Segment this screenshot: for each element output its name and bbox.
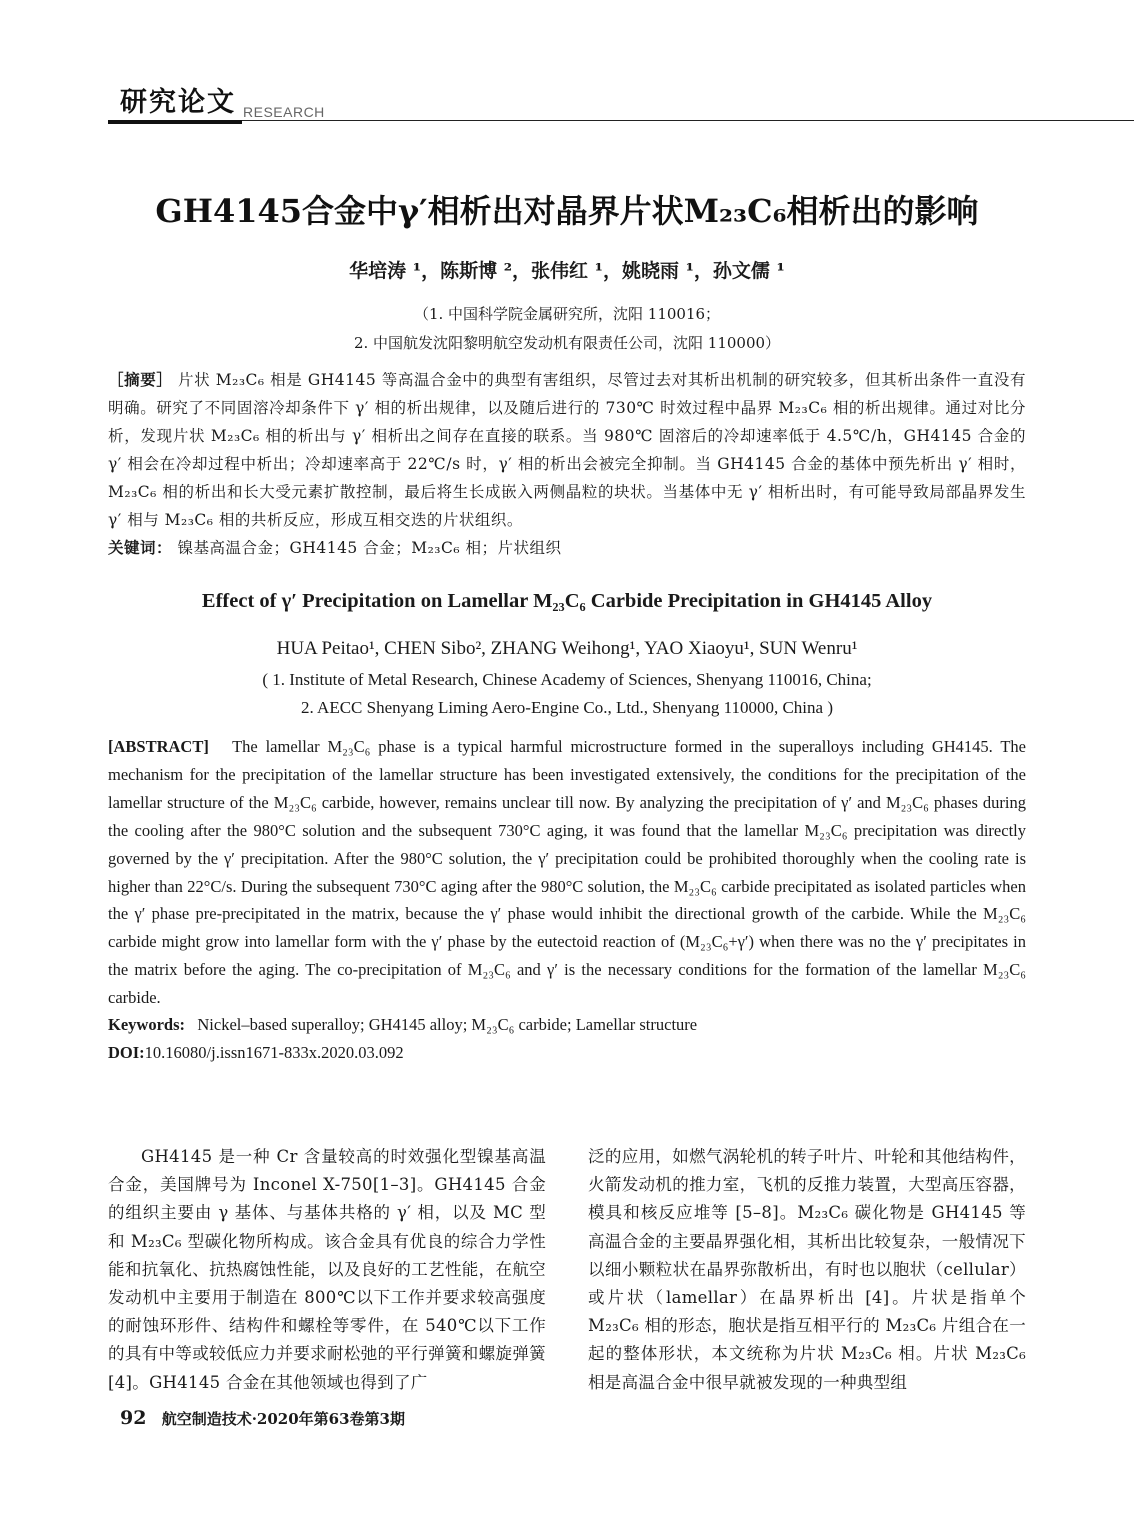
abstract-en-label: [ABSTRACT] bbox=[108, 737, 209, 756]
affiliations-en bbox=[0, 666, 1134, 722]
body-paragraph-right: 泛的应用，如燃气涡轮机的转子叶片、叶轮和其他结构件，火箭发动机的推力室，飞机的反推力装置，大型高压容器，模具和核反应堆等 [5–8]。M₂₃C₆ 碳化物是 GH4145 等高温合金的主要晶界强化相，其析出比较复杂，一般情况下以细小颗粒状在晶界弥散析出，有时也以胞状（cellular）或片状（lamellar）在晶界析出 [4]。片状是指单个 M₂₃C₆ 相的形态，胞状是指互相平行的 M₂₃C₆ 片组合在一起的整体形状，本文统称为片状 M₂₃C₆ 相。片状 M₂₃C₆ 相是高温合金中很早就被发现的一种典型组 bbox=[588, 1147, 1026, 1392]
affiliation-cn-2: 2. 中国航发沈阳黎明航空发动机有限责任公司，沈阳 110000） bbox=[353, 334, 781, 352]
doi-link[interactable]: 10.16080/j.issn1671-833x.2020.03.092 bbox=[144, 1043, 404, 1062]
authors-en: HUA Peitao¹, CHEN Sibo², ZHANG Weihong¹, YAO Xiaoyu¹, SUN Wenru¹ bbox=[276, 638, 858, 659]
doi-label: DOI: bbox=[108, 1043, 145, 1062]
header-rule-thick bbox=[108, 120, 242, 124]
page-number: 92 bbox=[120, 1407, 147, 1429]
affiliation-en-1: ( 1. Institute of Metal Research, Chinese Academy of Sciences, Shenyang 110016, China; bbox=[262, 670, 872, 689]
affiliations-cn bbox=[0, 300, 1134, 358]
keywords-en-text: Nickel–based superalloy; GH4145 alloy; M₂₃C₆ carbide; Lamellar structure bbox=[197, 1015, 698, 1034]
authors-cn: 华培涛 ¹，陈斯博 ²，张伟红 ¹，姚晓雨 ¹，孙文儒 ¹ bbox=[349, 260, 785, 282]
section-title: 研究论文 bbox=[120, 87, 236, 118]
abstract-cn-text: 片状 M₂₃C₆ 相是 GH4145 等高温合金中的典型有害组织，尽管过去对其析出机制的研究较多，但其析出条件一直没有明确。研究了不同固溶冷却条件下 γ′ 相的析出规律，以及随后进行的 730℃ 时效过程中晶界 M₂₃C₆ 相的析出规律。通过对比分析，发现片状 M₂₃C₆ 相的析出与 γ′ 相析出之间存在直接的联系。当 980℃ 固溶后的冷却速率低于 4.5℃/h，GH4145 合金的 γ′ 相会在冷却过程中析出；冷却速率高于 22℃/s 时，γ′ 相的析出会被完全抑制。当 GH4145 合金的基体中预先析出 γ′ 相时，M₂₃C₆ 相的析出和长大受元素扩散控制，最后将生长成嵌入两侧晶粒的块状。当基体中无 γ′ 相析出时，有可能导致局部晶界发生 γ′ 相与 M₂₃C₆ 相的共析反应，形成互相交迭的片状组织。 bbox=[108, 371, 1026, 529]
abstract-en bbox=[108, 733, 1026, 1012]
section-subtitle: RESEARCH bbox=[243, 104, 325, 120]
body-column-right bbox=[588, 1143, 1026, 1397]
affiliation-en-2: 2. AECC Shenyang Liming Aero-Engine Co., Ltd., Shenyang 110000, China ) bbox=[301, 698, 833, 717]
abstract-cn-label: ［摘要］ bbox=[108, 371, 173, 389]
header-rule bbox=[242, 120, 1134, 121]
paper-title-cn: GH4145合金中γ′相析出对晶界片状M₂₃C₆相析出的影响 bbox=[155, 192, 979, 230]
body-column-left bbox=[108, 1143, 546, 1397]
journal-info: 航空制造技术·2020年第63卷第3期 bbox=[161, 1410, 405, 1428]
affiliation-cn-1: （1. 中国科学院金属研究所，沈阳 110016； bbox=[413, 305, 721, 323]
keywords-en bbox=[108, 1011, 1026, 1039]
page-footer bbox=[120, 1407, 405, 1429]
doi bbox=[108, 1039, 1026, 1067]
keywords-en-label: Keywords: bbox=[108, 1015, 185, 1034]
keywords-cn-text: 镍基高温合金；GH4145 合金；M₂₃C₆ 相；片状组织 bbox=[177, 539, 562, 557]
keywords-cn bbox=[108, 534, 1026, 562]
body-paragraph-left: GH4145 是一种 Cr 含量较高的时效强化型镍基高温合金，美国牌号为 Inconel X-750[1–3]。GH4145 合金的组织主要由 γ 基体、与基体共格的 γ′ 相，以及 MC 型和 M₂₃C₆ 型碳化物所构成。该合金具有优良的综合力学性能和抗氧化、抗热腐蚀性能，以及良好的工艺性能，在航空发动机中主要用于制造在 800℃以下工作并要求较高强度的耐蚀环形件、结构件和螺栓等零件，在 540℃以下工作的具有中等或较低应力并要求耐松弛的平行弹簧和螺旋弹簧 [4]。GH4145 合金在其他领域也得到了广 bbox=[108, 1147, 546, 1392]
abstract-en-text: The lamellar M₂₃C₆ phase is a typical harmful microstructure formed in the superalloys including GH4145. The mechanism for the precipitation of the lamellar structure has been investigated extensively, the conditions for the precipitation of the lamellar structure of the M₂₃C₆ carbide, however, remains unclear till now. By analyzing the precipitation of γ′ and M₂₃C₆ phases during the cooling after the 980°C solution and the subsequent 730°C aging, it was found that the lamellar M₂₃C₆ precipitation was directly governed by the γ′ precipitation. After the 980°C solution, the γ′ precipitation could be prohibited thoroughly when the cooling rate is higher than 22°C/s. During the subsequent 730°C aging after the 980°C solution, the M₂₃C₆ carbide precipitated as isolated particles when the γ′ phase pre-precipitated in the matrix, because the γ′ phase would inhibit the directional growth of the carbide. While the M₂₃C₆ carbide might grow into lamellar form with the γ′ phase by the eutectoid reaction of (M₂₃C₆+γ′) when there was no the γ′ precipitates in the matrix before the aging. The co-precipitation of M₂₃C₆ and γ′ is the necessary conditions for the formation of the lamellar M₂₃C₆ carbide. bbox=[108, 737, 1027, 1008]
paper-title-en: Effect of γ′ Precipitation on Lamellar M₂₃C₆ Carbide Precipitation in GH4145 Alloy bbox=[201, 590, 933, 612]
keywords-cn-label: 关键词： bbox=[108, 539, 173, 557]
abstract-cn bbox=[108, 366, 1026, 534]
